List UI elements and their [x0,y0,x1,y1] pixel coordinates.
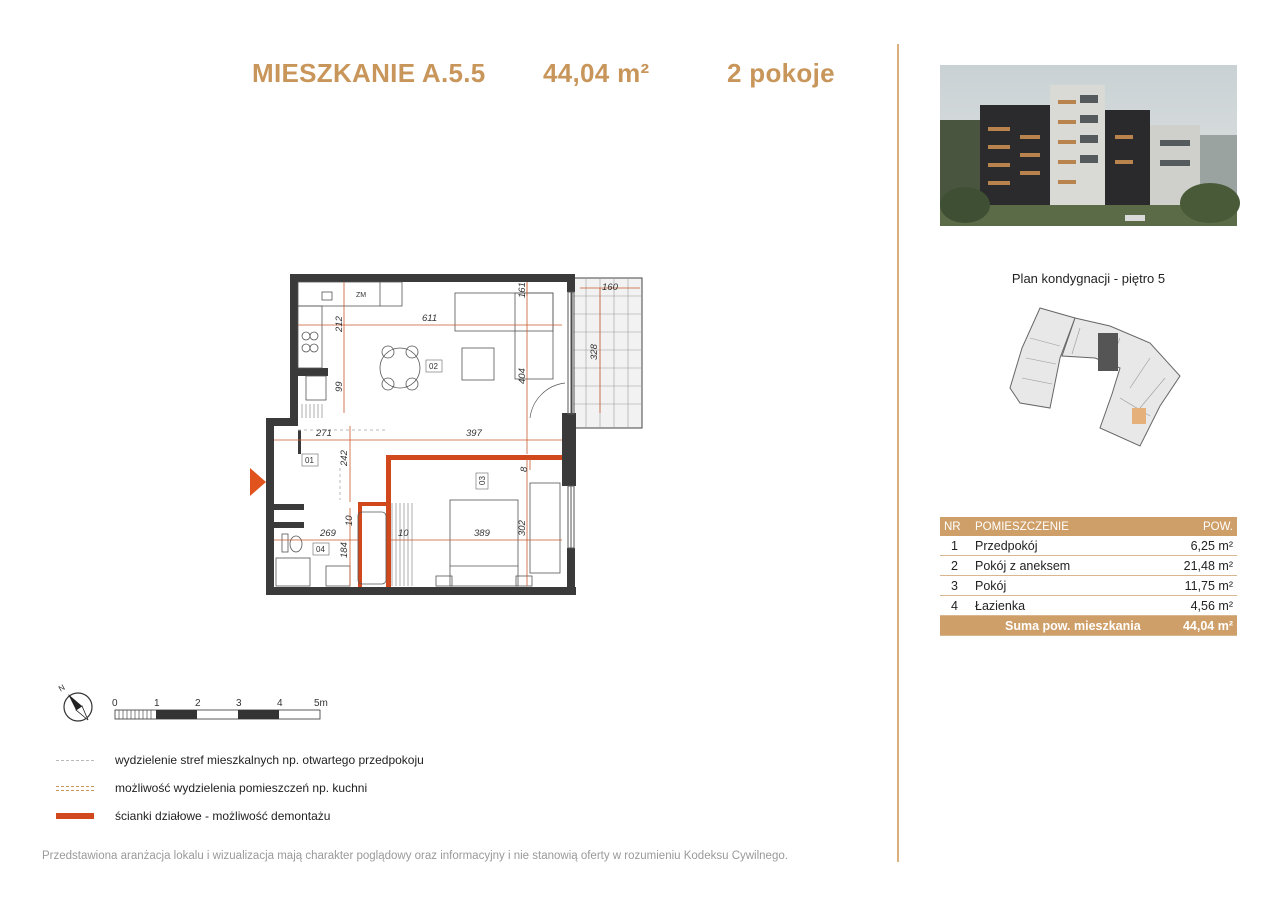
dim-label: 8 [519,466,530,472]
table-row [940,596,1237,616]
bed [436,483,560,586]
dim-label: 397 [466,428,482,439]
table-row [940,556,1237,576]
apartment-area: 44,04 m² [543,58,650,88]
scale-tick: 4 [277,698,283,709]
building-visualization [940,65,1237,226]
row-area: 11,75 m² [1170,576,1237,596]
header-room: POMIESZCZENIE [971,517,1170,536]
row-name: Pokój z aneksem [971,556,1170,576]
table-row [940,576,1237,596]
room-tag-04: 04 [316,545,325,554]
fridge-label: ZM [356,292,367,299]
dim-label: 161 [517,282,528,298]
row-name: Pokój [971,576,1170,596]
wardrobe [302,404,322,418]
legend-orange-wall [56,813,94,819]
dim-label: 271 [316,428,332,439]
room-tag-01: 01 [305,456,314,465]
row-area: 4,56 m² [1170,596,1237,616]
row-nr: 3 [940,576,971,596]
header-nr: NR [940,517,971,536]
row-area: 6,25 m² [1170,536,1237,556]
apartment-title: MIESZKANIE A.5.5 [252,58,486,88]
legend-dashed-orange-line [56,786,94,787]
row-nr: 2 [940,556,971,576]
divider-line [897,44,899,862]
dim-label: 389 [474,528,490,539]
row-name: Przedpokój [971,536,1170,556]
floor-plan [240,268,660,608]
north-arrow-icon [58,680,98,725]
scale-tick: 5m [314,698,328,709]
dim-label: 611 [422,313,438,324]
dim-label: 302 [517,520,528,536]
header-area: POW. [1170,517,1237,536]
inner-walls [274,368,328,528]
keyplan-title: Plan kondygnacji - piętro 5 [1011,271,1166,286]
table-header-row [940,517,1237,536]
apartment-room-count: 2 pokoje [727,58,835,88]
disclaimer: Przedstawiona aranżacja lokalu i wizualizacja mają charakter poglądowy oraz informacyjny i nie stanowią oferty w rozumieniu Kodeksu Cywilnego. [42,850,788,862]
floor-keyplan [1000,298,1190,448]
compass-label: N [57,682,67,694]
dim-label: 10 [398,528,409,539]
sofa [455,293,553,379]
dim-label: 160 [602,282,618,293]
table-sum-row [940,616,1237,636]
scale-tick: 1 [154,698,160,709]
dim-label: 184 [339,542,350,558]
dim-label: 404 [517,368,528,384]
legend-text: możliwość wydzielenia pomieszczeń np. kuchni [115,781,368,795]
dim-label: 269 [320,528,336,539]
outer-walls [266,274,576,595]
scale-tick: 3 [236,698,242,709]
sum-label: Suma pow. mieszkania [971,616,1170,636]
scale-tick: 2 [195,698,201,709]
row-area: 21,48 m² [1170,556,1237,576]
legend-text: ścianki działowe - możliwość demontażu [115,809,331,823]
balcony [572,278,642,428]
room-tag-03: 03 [478,476,487,485]
dim-label: 328 [589,344,600,360]
legend-dashed-gray-line [56,760,94,761]
dim-label: 242 [339,450,350,466]
removable-walls [358,455,562,587]
rooms-table [940,517,1237,636]
dim-label: 10 [344,515,355,526]
scale-tick: 0 [112,698,118,709]
sum-value: 44,04 m² [1170,616,1237,636]
row-nr: 4 [940,596,971,616]
row-name: Łazienka [971,596,1170,616]
dim-label: 99 [334,381,345,392]
table-row [940,536,1237,556]
room-tag-02: 02 [429,362,438,371]
row-nr: 1 [940,536,971,556]
scale-bar [110,692,340,722]
door-arc [530,383,565,418]
dim-label: 212 [334,316,345,332]
entrance-arrow-icon [250,468,266,496]
legend-text: wydzielenie stref mieszkalnych np. otwartego przedpokoju [115,753,424,767]
